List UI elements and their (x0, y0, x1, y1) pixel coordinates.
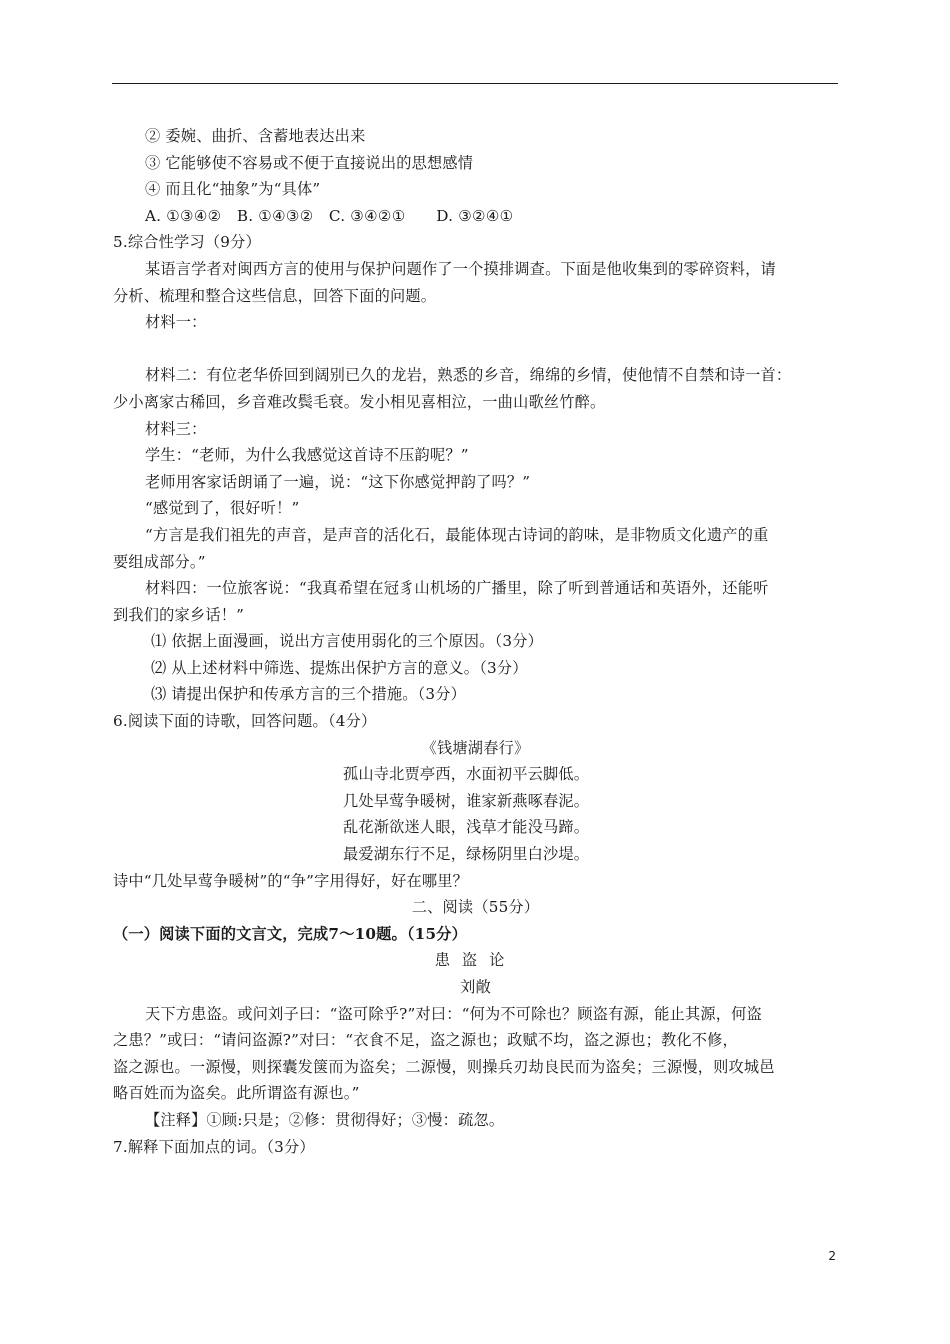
essay-title: 患盗论 (434, 951, 517, 970)
part-1-heading: （一）阅读下面的文言文，完成7～10题。（15分） (113, 924, 467, 943)
answer-choices: A. ①③④② B. ①④③② C. ③④②① D. ③②④① (145, 206, 514, 225)
material-4-line-1: 材料四：一位旅客说：“我真希望在冠豸山机场的广播里，除了听到普通话和英语外，还能听 (145, 579, 769, 598)
material-3-quote-line-1: “方言是我们祖先的声音，是声音的活化石，最能体现古诗词的韵味，是非物质文化遗产的重 (145, 525, 769, 544)
q6-question: 诗中“几处早莺争暖树”的“争”字用得好，好在哪里？ (113, 871, 468, 890)
q5-heading: 5.综合性学习（9分） (113, 233, 261, 252)
q5-intro-line-1: 某语言学者对闽西方言的使用与保护问题作了一个摸排调查。下面是他收集到的零碎资料，请 (145, 259, 776, 278)
q6-heading: 6.阅读下面的诗歌，回答问题。（4分） (113, 712, 377, 731)
essay-author: 刘敞 (460, 978, 491, 996)
material-2-line-1: 材料二：有位老华侨回到阔别已久的龙岩，熟悉的乡音，绵绵的乡情，使他情不自禁和诗一首： (145, 366, 792, 385)
q5-sub-question-3: ⑶ 请提出保护和传承方言的三个措施。（3分） (151, 685, 467, 704)
material-1-label: 材料一： (145, 313, 207, 332)
option-item-3: ③ 它能够使不容易或不便于直接说出的思想感情 (145, 153, 474, 172)
essay-text-line-1: 天下方患盗。或问刘子曰：“盗可除乎?”对曰：“何为不可除也？顾盗有源，能止其源，何盗 (145, 1004, 762, 1023)
page-number: 2 (828, 1249, 836, 1263)
poem-title: 《钱塘湖春行》 (421, 738, 530, 757)
poem-line-4: 最爱湖东行不足，绿杨阴里白沙堤。 (343, 845, 590, 864)
page-content (113, 123, 838, 1160)
poem-line-2: 几处早莺争暖树，谁家新燕啄春泥。 (343, 791, 590, 810)
material-4-line-2: 到我们的家乡话！” (113, 605, 245, 624)
essay-text-line-4: 略百姓而为盗矣。此所谓盗有源也。” (113, 1084, 360, 1103)
header-rule (112, 83, 838, 84)
essay-text-line-2: 之患？”或曰：“请问盗源?”对曰：“衣食不足，盗之源也；政赋不均，盗之源也；教化不修， (113, 1031, 738, 1050)
material-3-student: 学生：“老师，为什么我感觉这首诗不压韵呢？” (145, 446, 469, 465)
q5-sub-question-1: ⑴ 依据上面漫画，说出方言使用弱化的三个原因。（3分） (151, 632, 543, 651)
poem-line-3: 乱花渐欲迷人眼，浅草才能没马蹄。 (343, 818, 590, 837)
section-2-heading: 二、阅读（55分） (411, 898, 540, 917)
option-item-4: ④ 而且化“抽象”为“具体” (145, 180, 321, 199)
essay-notes: 【注释】①顾:只是；②修：贯彻得好；③慢：疏忽。 (145, 1110, 505, 1129)
material-3-reply: “感觉到了，很好听！” (145, 499, 300, 518)
comic-placeholder (113, 336, 838, 363)
q7-heading: 7.解释下面加点的词。（3分） (113, 1137, 315, 1156)
q5-sub-question-2: ⑵ 从上述材料中筛选、提炼出保护方言的意义。（3分） (151, 658, 528, 677)
material-3-quote-line-2: 要组成部分。” (113, 552, 206, 571)
material-3-label: 材料三： (145, 419, 207, 438)
material-3-teacher: 老师用客家话朗诵了一遍，说：“这下你感觉押韵了吗？” (145, 472, 531, 491)
option-item-2: ② 委婉、曲折、含蓄地表达出来 (145, 127, 366, 145)
material-2-line-2: 少小离家古稀回，乡音难改鬓毛衰。发小相见喜相泣，一曲山歌丝竹醉。 (113, 392, 606, 411)
essay-text-line-3: 盗之源也。一源慢，则探囊发箧而为盗矣；二源慢，则操兵刃劫良民而为盗矣；三源慢，则攻城邑 (113, 1057, 775, 1076)
poem-line-1: 孤山寺北贾亭西，水面初平云脚低。 (343, 765, 590, 784)
q5-intro-line-2: 分析、梳理和整合这些信息，回答下面的问题。 (113, 286, 437, 305)
